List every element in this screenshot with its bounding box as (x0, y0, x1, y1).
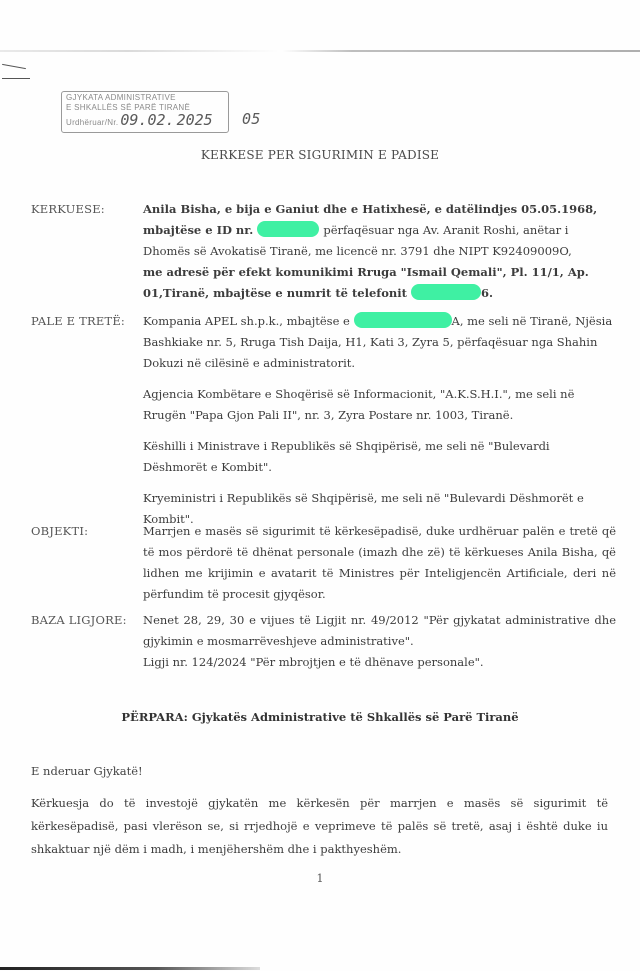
scan-edge-line (0, 50, 640, 52)
stamp-line-1: GJYKATA ADMINISTRATIVE (66, 93, 176, 102)
section-kerkuese (31, 199, 616, 304)
margin-mark (2, 64, 26, 69)
kerkuese-line-5 (143, 283, 616, 304)
third-party-text: Kompania APEL sh.p.k., mbajtëse e (143, 314, 350, 328)
section-label: KERKUESE: (31, 202, 105, 216)
section-body (143, 610, 616, 673)
kerkuese-representative: përfaqësuar nga Av. Aranit Roshi, anëtar i (323, 223, 569, 237)
section-label: OBJEKTI: (31, 524, 89, 538)
margin-mark (2, 78, 30, 79)
section-baza-ligjore (31, 610, 616, 673)
third-party-item: Këshilli i Ministrave i Republikës së Shqipërisë, me seli në "Bulevardi Dëshmorët e Kombit". (143, 439, 550, 474)
redaction-mark (354, 312, 452, 328)
salutation: E nderuar Gjykatë! (31, 764, 143, 778)
third-party-item: Agjencia Kombëtare e Shoqërisë së Informacionit, "A.K.S.H.I.", me seli në Rrugën "Papa Gjon Pali II", nr. 3, Zyra Postare nr. 1003, Tiranë. (143, 387, 575, 422)
kerkuese-id-label: mbajtëse e ID nr. (143, 223, 254, 237)
legal-basis-2: Ligji nr. 124/2024 "Për mbrojtjen e të dhënave personale". (143, 655, 484, 669)
court-stamp (61, 91, 261, 133)
kerkuese-line-1: Anila Bisha, e bija e Ganiut dhe e Hatixhesë, e datëlindjes 05.05.1968, (143, 202, 598, 216)
legal-basis-1: Nenet 28, 29, 30 e vijues të Ligjit nr. 49/2012 "Për gjykatat administrative dhe gjykimin e mosmarrëveshjeve administrative". (143, 613, 616, 648)
court-heading: PËRPARA: Gjykatës Administrative të Shkallës së Parë Tiranë (121, 710, 519, 724)
stamp-line-3-prefix: Urdhëruar/Nr. (66, 118, 119, 127)
kerkuese-line-3: Dhomës së Avokatisë Tiranë, me licencë nr. 3791 dhe NIPT K92409009O, (143, 244, 572, 258)
section-body: Marrjen e masës së sigurimit të kërkesëpadisë, duke urdhëruar palën e tretë që të mos përdorë të dhënat personale (imazh dhe zë) të kërkueses Anila Bisha, që lidhen me krijimin e avatarit të Ministres për Inteligjencën Artificiale, deri në përfundim të procesit gjyqësor. (143, 524, 616, 601)
stamp-handwritten-number: 2025 (176, 111, 213, 129)
section-body (143, 199, 616, 304)
section-body (143, 311, 616, 540)
stamp-handwritten-suffix: 05 (242, 110, 261, 128)
section-objekti (31, 521, 616, 605)
document-title: KERKESE PER SIGURIMIN E PADISE (200, 148, 440, 162)
section-label: PALE E TRETË: (31, 314, 125, 328)
third-party-item (143, 311, 616, 374)
redaction-mark (411, 284, 481, 300)
kerkuese-line-2 (143, 220, 616, 241)
stamp-line-2: E SHKALLËS SË PARË TIRANË (66, 103, 191, 112)
redaction-mark (257, 221, 319, 237)
third-party-text: A, me seli në Tiranë, Njësia Bashkiake nr. 5, Rruga Tish Daija, H1, Kati 3, Zyra 5, përfaqësuar nga Shahin Dokuzi në cilësinë e administratorit. (143, 314, 613, 370)
kerkuese-phone-label: 01,Tiranë, mbajtëse e numrit të telefonit (143, 286, 407, 300)
body-paragraph: Kërkuesja do të investojë gjykatën me kërkesën për marrjen e masës së sigurimit të kërkesëpadisë, pasi vlerëson se, si rrjedhojë e veprimeve të palës së tretë, asaj i është duke iu shkaktuar një dëm i madh, i menjëhershëm dhe i pakthyeshëm. (31, 796, 608, 856)
section-pale-e-trete (31, 311, 616, 540)
scan-edge-line (0, 967, 260, 970)
kerkuese-phone-suffix: 6. (480, 286, 493, 300)
third-party-item: Kryeministri i Republikës së Shqipërisë, me seli në "Bulevardi Dëshmorët e Kombit". (143, 491, 584, 526)
page-number: 1 (316, 872, 324, 885)
kerkuese-line-4: me adresë për efekt komunikimi Rruga "Ismail Qemali", Pl. 11/1, Ap. (143, 265, 589, 279)
section-label: BAZA LIGJORE: (31, 613, 127, 627)
stamp-handwritten-date: 09.02. (120, 111, 175, 129)
